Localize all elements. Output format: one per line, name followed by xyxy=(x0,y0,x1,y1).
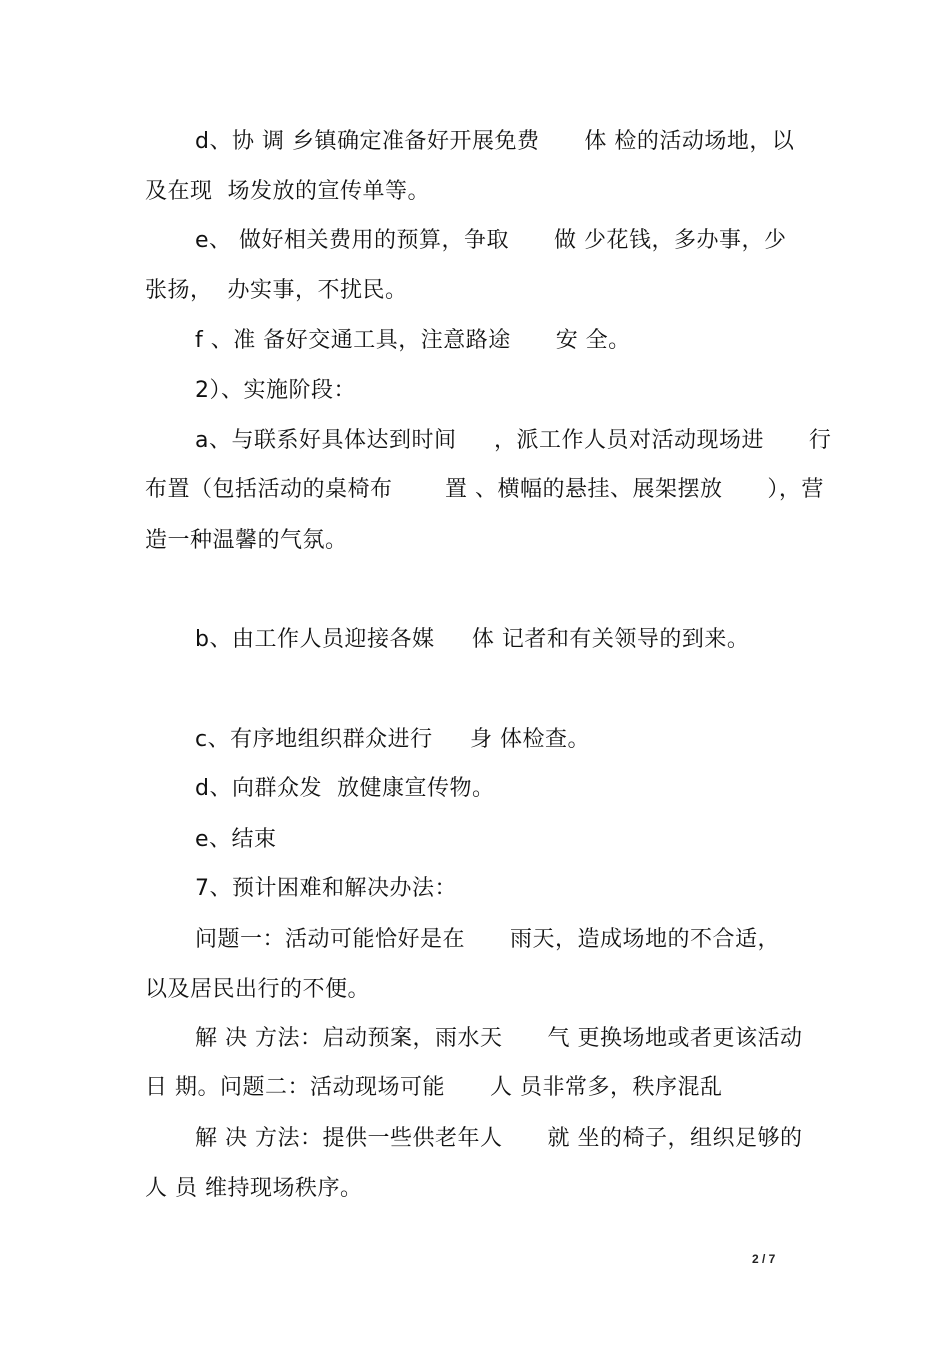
paragraph-line: 问题一：活动可能恰好是在 雨天，造成场地的不合适， xyxy=(195,927,780,952)
paragraph-line: c、有序地组织群众进行 身 体检查。 xyxy=(195,727,591,752)
paragraph-line: e、 做好相关费用的预算，争取 做 少花钱，多办事，少 xyxy=(195,228,787,253)
paragraph-line: d、协 调 乡镇确定准备好开展免费 体 检的活动场地，以 xyxy=(195,129,795,154)
paragraph-line: b、由工作人员迎接各媒 体 记者和有关领导的到来。 xyxy=(195,627,750,652)
paragraph-line: e、结束 xyxy=(195,827,277,852)
paragraph-line: 人 员 维持现场秩序。 xyxy=(145,1176,363,1201)
paragraph-line: 张扬， 办实事，不扰民。 xyxy=(145,278,408,303)
section-heading: 2）、实施阶段： xyxy=(195,378,356,403)
paragraph-line: 布置（包括活动的桌椅布 置 、横幅的悬挂、展架摆放 ），营 xyxy=(145,477,824,502)
paragraph-line: 以及居民出行的不便。 xyxy=(145,977,371,1002)
paragraph-line: 造一种温馨的气氛。 xyxy=(145,528,348,553)
paragraph-line: a、与联系好具体达到时间 ，派工作人员对活动现场进 行 xyxy=(195,428,832,453)
page-number: 2 / 7 xyxy=(752,1252,776,1266)
paragraph-line: d、向群众发 放健康宣传物。 xyxy=(195,776,495,801)
paragraph-line: 日 期。问题二：活动现场可能 人 员非常多，秩序混乱 xyxy=(145,1075,723,1100)
section-heading: 7、预计困难和解决办法： xyxy=(195,876,457,901)
paragraph-line: f 、准 备好交通工具，注意路途 安 全。 xyxy=(195,328,631,353)
paragraph-line: 及在现 场发放的宣传单等。 xyxy=(145,179,430,204)
paragraph-line: 解 决 方法：启动预案，雨水天 气 更换场地或者更该活动 xyxy=(195,1026,803,1051)
paragraph-line: 解 决 方法：提供一些供老年人 就 坐的椅子，组织足够的 xyxy=(195,1126,803,1151)
